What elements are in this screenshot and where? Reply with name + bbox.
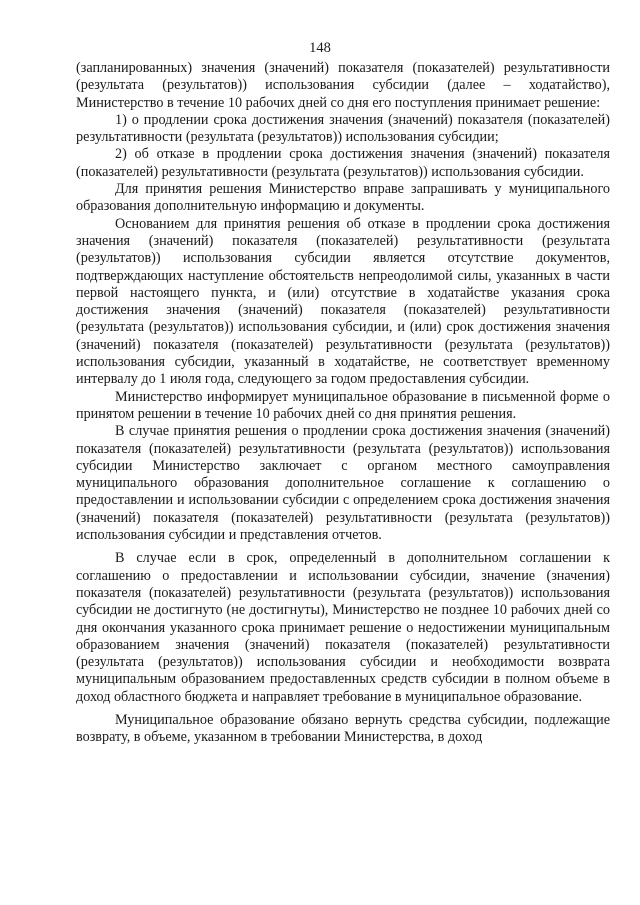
paragraph-decision-intro: (запланированных) значения (значений) показателя (показателей) результативности (результата (результатов)) использования субсидии (далее – ходатайство), Министерство в течение 10 рабочих дней со дня его поступления принимает решение: [76,60,610,111]
paragraph-notification: Министерство информирует муниципальное образование в письменной форме о принятом решении в течение 10 рабочих дней со дня принятия решения. [76,388,610,422]
paragraph-request-info: Для принятия решения Министерство вправе запрашивать у муниципального образования дополнительную информацию и документы. [76,181,610,215]
paragraph-return-obligation: Муниципальное образование обязано вернуть средства субсидии, подлежащие возврату, в объеме, указанном в требовании Министерства, в доход [76,711,610,746]
page-number: 148 [309,40,331,56]
paragraph-option-refuse: 2) об отказе в продлении срока достижения значения (значений) показателя (показателей) результативности (результата (результатов)) использования субсидии. [76,146,610,180]
paragraph-option-extend: 1) о продлении срока достижения значения (значений) показателя (показателей) результативности (результата (результатов)) использования субсидии; [76,111,610,146]
paragraph-refusal-grounds: Основанием для принятия решения об отказе в продлении срока достижения значения (значений) показателя (показателей) результативности (результата (результатов)) использования субсидии является отсутствие документов, подтверждающих наступление обстоятельств непреодолимой силы, указанных в части первой настоящего пункта, и (или) отсутствие в ходатайстве указания срока достижения значения (значений) показателя (показателей) результативности (результата (результатов)) использования субсидии, и (или) срок достижения значения (значений) показателя (показателей) результативности (результата (результатов)) использования субсидии, указанный в ходатайстве, не соответствует временному интервалу до 1 июля года, следующего за годом предоставления субсидии. [76,215,610,388]
paragraph-supplementary-agreement: В случае принятия решения о продлении срока достижения значения (значений) показателя (показателей) результативности (результата (результатов)) использования субсидии Министерство заключает с органом местного самоуправления муниципального образования дополнительное соглашение к соглашению о предоставлении и использовании субсидии с определением срока достижения значения (значений) показателя (показателей) результативности (результата (результатов)) использования субсидии и представления отчетов. [76,423,610,544]
paragraph-non-achievement: В случае если в срок, определенный в дополнительном соглашении к соглашению о предоставлении и использовании субсидии, значение (значения) показателя (показателей) результативности (результата (результатов)) использования субсидии не достигнуто (не достигнуты), Министерство не позднее 10 рабочих дней со дня окончания указанного срока принимает решение о недостижении муниципальным образованием значения (значений) показателя (показателей) результативности (результата (результатов)) использования субсидии и необходимости возврата муниципальным образованием предоставленных средств субсидии в полном объеме в доход областного бюджета и направляет требование в муниципальное образование. [76,550,610,705]
document-body [76,60,610,747]
